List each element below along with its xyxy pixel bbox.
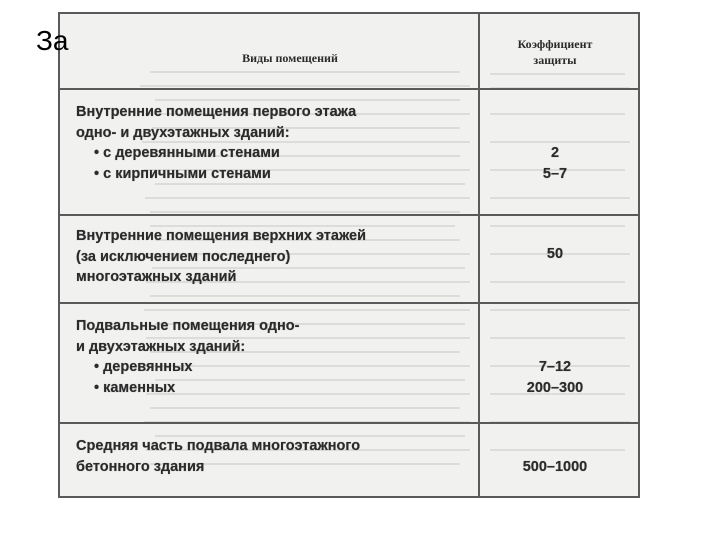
row-divider: [60, 422, 638, 424]
row-3-coefficient: 7–12 200–300: [526, 359, 584, 396]
slide-title: За: [36, 25, 69, 56]
header-type: Виды помещений: [242, 51, 338, 65]
row-1-coefficient: 2 5–7: [542, 145, 568, 182]
header-coefficient: Коэффициент защиты: [517, 37, 593, 67]
row-divider: [60, 302, 638, 304]
row-divider: [60, 214, 638, 216]
header-bottom-rule: [60, 88, 638, 90]
row-1-description: Внутренние помещения первого этажа одно- и двухэтажных зданий: • с деревянными стенами • с кирпичными стенами: [76, 104, 357, 182]
row-2-description: Внутренние помещения верхних этажей (за исключением последнего) многоэтажных зданий: [76, 228, 367, 285]
row-2-coefficient: 50: [546, 246, 564, 262]
row-4-description: Средняя часть подвала многоэтажного бетонного здания: [76, 438, 361, 475]
row-3-description: Подвальные помещения одно- и двухэтажных зданий: • деревянных • каменных: [76, 318, 300, 396]
row-4-coefficient: 500–1000: [522, 458, 588, 475]
scanned-table-image: [58, 12, 640, 498]
